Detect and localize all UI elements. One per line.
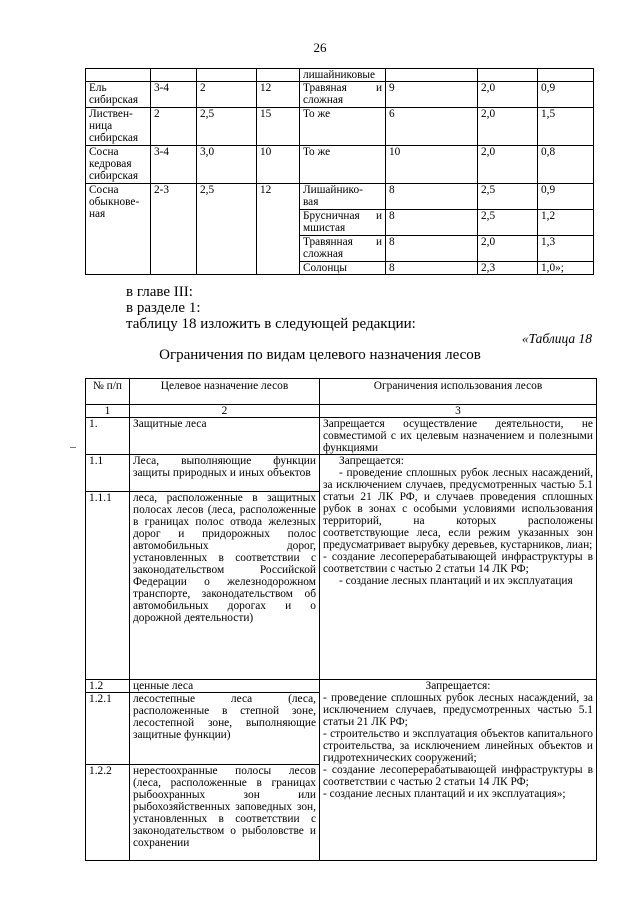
text-line: таблицу 18 изложить в следующей редакции: bbox=[126, 316, 416, 332]
table-cell: 15 bbox=[257, 108, 300, 146]
species-cell: Сосна кедровая сибирская bbox=[86, 146, 151, 184]
margin-mark bbox=[70, 447, 76, 448]
table-cell: 3-4 bbox=[151, 146, 197, 184]
table-cell: 9 bbox=[386, 82, 478, 108]
table-row bbox=[86, 146, 594, 184]
type-cell: Травяная и сложная bbox=[300, 82, 386, 108]
table-cell: 2,5 bbox=[478, 210, 538, 236]
table-cell: 10 bbox=[386, 146, 478, 184]
table-cell: 2,3 bbox=[478, 262, 538, 275]
table-cell: 1,2 bbox=[538, 210, 594, 236]
row-number: 1.2.1 bbox=[86, 693, 130, 765]
header-cell: Ограничения использования лесов bbox=[320, 379, 597, 405]
table-note: «Таблица 18 bbox=[521, 331, 592, 346]
header-number: 2 bbox=[130, 405, 320, 418]
table-cell: 3,0 bbox=[197, 146, 257, 184]
row-number: 1.1.1 bbox=[86, 492, 130, 680]
type-cell: То же bbox=[300, 146, 386, 184]
purpose-cell: ценные леса bbox=[130, 680, 320, 693]
table-cell: 1,5 bbox=[538, 108, 594, 146]
species-cell: Сосна обыкнове- ная bbox=[86, 184, 151, 275]
table-title: Ограничения по видам целевого назначения лесов bbox=[159, 347, 481, 363]
table-cell: 1,0»; bbox=[538, 262, 594, 275]
page-number: 26 bbox=[313, 40, 327, 55]
purpose-cell: Защитные леса bbox=[130, 418, 320, 455]
purpose-cell: Леса, выполняющие функции защиты природных и иных объектов bbox=[130, 455, 320, 492]
table-cell: 2,5 bbox=[478, 184, 538, 210]
species-cell: Листвен- ница сибирская bbox=[86, 108, 151, 146]
table-cell: 2,0 bbox=[478, 236, 538, 262]
species-cell: Ель сибирская bbox=[86, 82, 151, 108]
table-cell: 0,8 bbox=[538, 146, 594, 184]
row-number: 1.2.2 bbox=[86, 765, 130, 861]
text-line: в главе III: bbox=[126, 284, 193, 300]
table-cell: 0,9 bbox=[538, 82, 594, 108]
type-cell: Солонцы bbox=[300, 262, 386, 275]
table-cell: 2,0 bbox=[478, 146, 538, 184]
table-cell: 2-3 bbox=[151, 184, 197, 275]
header-cell: Целевое назначение лесов bbox=[130, 379, 320, 405]
table-cell: 8 bbox=[386, 262, 478, 275]
table-cell: 12 bbox=[257, 82, 300, 108]
limits-cell-group-1: Запрещается: - проведение сплошных рубок лесных насаждений, за исключением случаев, предусмотренных частью 5.1 статьи 21 ЛК РФ, и случаев проведения сплошных рубок в зонах с особыми условиями использования территорий, на которых расположены соответствующие леса, если режим указанных зон предусматривает вырубку деревьев, кустарников, лиан; - создание лесоперерабатывающей инфраструктуры в соответствии с частью 2 статьи 14 ЛК РФ; - создание лесных плантаций и их эксплуатация bbox=[320, 455, 597, 680]
table-cell: лишайниковые bbox=[300, 69, 386, 82]
limits-cell: Запрещается осуществление деятельности, не совместимой с их целевым назначением и полезными функциями bbox=[320, 418, 597, 455]
row-number: 1.2 bbox=[86, 680, 130, 693]
table-row bbox=[86, 184, 594, 210]
table-header-numbers bbox=[86, 405, 597, 418]
row-number: 1. bbox=[86, 418, 130, 455]
table-cell: 10 bbox=[257, 146, 300, 184]
type-cell: То же bbox=[300, 108, 386, 146]
table-cell: 2 bbox=[151, 108, 197, 146]
table-cell: 2,0 bbox=[478, 82, 538, 108]
table-cell: 2 bbox=[197, 82, 257, 108]
table-cell: 8 bbox=[386, 236, 478, 262]
table-cell: 3-4 bbox=[151, 82, 197, 108]
type-cell: Травянная и сложная bbox=[300, 236, 386, 262]
purpose-cell: леса, расположенные в защитных полосах лесов (леса, расположенные в границах полос отвода железных дорог и придорожных полос автомобильных дорог, установленных в соответствии с законодательством Российской Федерации о железнодорожном транспорте, законодательством об автомобильных дорогах и о дорожной деятельности) bbox=[130, 492, 320, 680]
table-cell: 2,5 bbox=[197, 184, 257, 275]
header-number: 1 bbox=[86, 405, 130, 418]
table-cell: 0,9 bbox=[538, 184, 594, 210]
type-cell: Брусничная и мшистая bbox=[300, 210, 386, 236]
purpose-cell: лесостепные леса (леса, расположенные в степной зоне, лесостепной зоне, выполняющие защитные функции) bbox=[130, 693, 320, 765]
type-cell: Лишайнико- вая bbox=[300, 184, 386, 210]
table-cell: 6 bbox=[386, 108, 478, 146]
species-table bbox=[85, 68, 594, 275]
table-row bbox=[86, 418, 597, 455]
limits-cell-group-2: Запрещается: - проведение сплошных рубок лесных насаждений, за исключением случаев, предусмотренных частью 5.1 статьи 21 ЛК РФ; - строительство и эксплуатация объектов капитального строительства, за исключением линейных объектов и гидротехнических сооружений; - создание лесоперерабатывающей инфраструктуры в соответствии с частью 2 статьи 14 ЛК РФ; - создание лесных плантаций и их эксплуатация»; bbox=[320, 680, 597, 861]
table-cell: 1,3 bbox=[538, 236, 594, 262]
table-cell: 2,0 bbox=[478, 108, 538, 146]
table-row bbox=[86, 108, 594, 146]
table-row bbox=[86, 69, 594, 82]
table-cell: 12 bbox=[257, 184, 300, 275]
table-cell: 8 bbox=[386, 184, 478, 210]
table-row bbox=[86, 455, 597, 492]
purpose-cell: нерестоохранные полосы лесов (леса, расположенные в границах рыбоохранных зон или рыбохозяйственных заповедных зон, установленных в соответствии с законодательством о рыболовстве и сохранении bbox=[130, 765, 320, 861]
table-row bbox=[86, 680, 597, 693]
table-row bbox=[86, 82, 594, 108]
table-cell: 8 bbox=[386, 210, 478, 236]
restrictions-table bbox=[85, 378, 597, 861]
table-cell: 2,5 bbox=[197, 108, 257, 146]
header-cell: № п/п bbox=[86, 379, 130, 405]
row-number: 1.1 bbox=[86, 455, 130, 492]
header-number: 3 bbox=[320, 405, 597, 418]
table-header-row bbox=[86, 379, 597, 405]
text-line: в разделе 1: bbox=[126, 300, 201, 316]
